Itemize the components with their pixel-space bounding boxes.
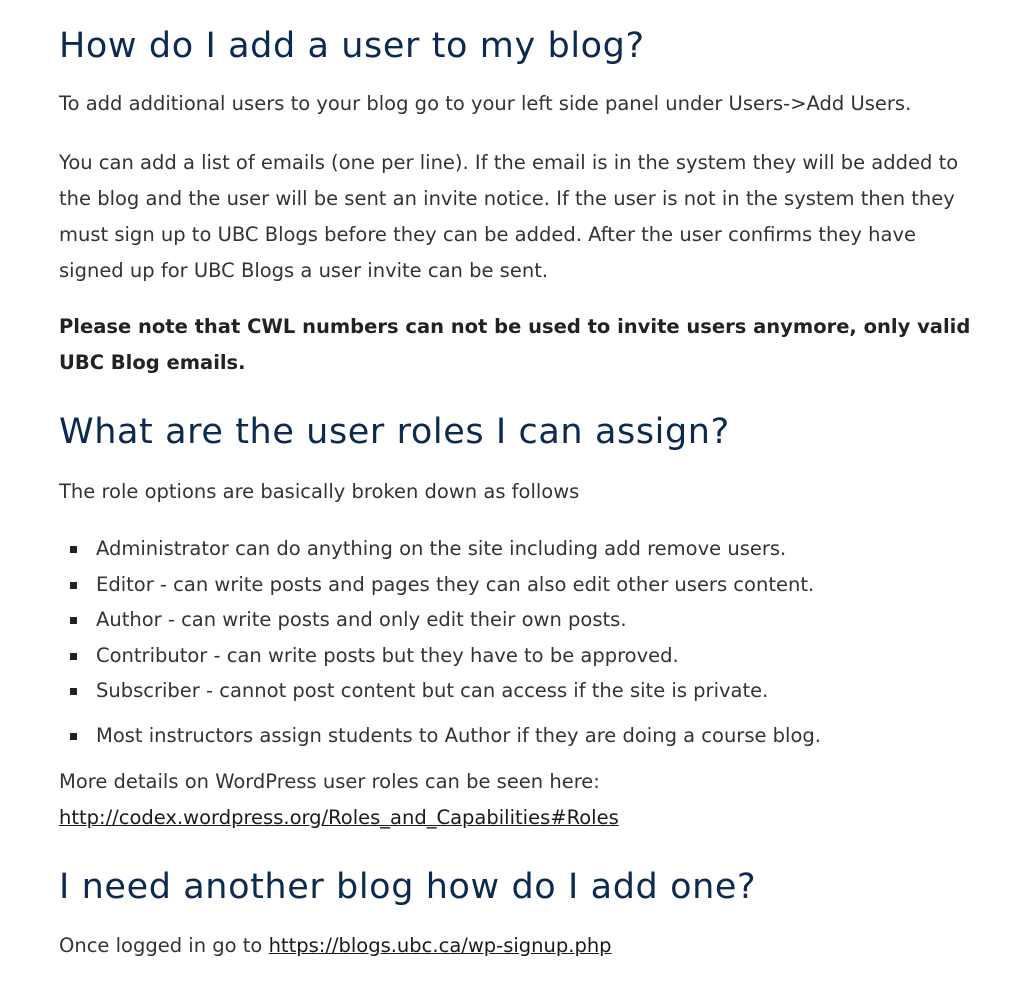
bullet-icon: [70, 653, 77, 660]
wordpress-roles-link[interactable]: http://codex.wordpress.org/Roles_and_Capabilities#Roles: [59, 806, 619, 829]
bullet-icon: [70, 733, 77, 740]
roles-extra-list: [59, 718, 989, 754]
roles-list: [59, 531, 989, 709]
add-user-paragraph-1: To add additional users to your blog go to your left side panel under Users->Add Users.: [59, 92, 912, 115]
bullet-icon: [70, 617, 77, 624]
bullet-icon: [70, 546, 77, 553]
add-user-paragraph-2: You can add a list of emails (one per line). If the email is in the system they will be added to the blog and the user will be sent an invite notice. If the user is not in the system then they must sign up to UBC Blogs before they can be added. After the user confirms they have signed up for UBC Blogs a user invite can be sent.: [59, 151, 959, 282]
heading-user-roles: What are the user roles I can assign?: [59, 412, 730, 452]
list-item: [59, 567, 989, 603]
roles-intro: The role options are basically broken down as follows: [59, 480, 580, 503]
role-item-text: Editor - can write posts and pages they can also edit other users content.: [96, 572, 815, 596]
role-item-text: Administrator can do anything on the site including add remove users.: [96, 537, 787, 560]
signup-link[interactable]: https://blogs.ubc.ca/wp-signup.php: [268, 934, 612, 957]
role-item-text: Contributor - can write posts but they have to be approved.: [96, 643, 679, 667]
role-item-text: Author - can write posts and only edit their own posts.: [96, 608, 627, 631]
list-item: [59, 673, 989, 709]
bullet-icon: [70, 688, 77, 695]
another-blog-line: [59, 928, 612, 964]
heading-add-user: How do I add a user to my blog?: [59, 26, 645, 66]
list-item: [59, 718, 989, 754]
bullet-icon: [70, 582, 77, 589]
another-blog-text: Once logged in go to: [59, 934, 263, 957]
list-item: [59, 638, 989, 674]
cwl-note: Please note that CWL numbers can not be used to invite users anymore, only valid UBC Blog emails.: [59, 315, 971, 374]
heading-another-blog: I need another blog how do I add one?: [59, 867, 757, 907]
role-item-text: Subscriber - cannot post content but can access if the site is private.: [96, 679, 769, 702]
list-item: [59, 531, 989, 567]
roles-details-text: More details on WordPress user roles can be seen here:: [59, 770, 600, 793]
roles-details-link-line: [59, 800, 619, 836]
role-extra-text: Most instructors assign students to Author if they are doing a course blog.: [96, 724, 821, 747]
list-item: [59, 602, 989, 638]
